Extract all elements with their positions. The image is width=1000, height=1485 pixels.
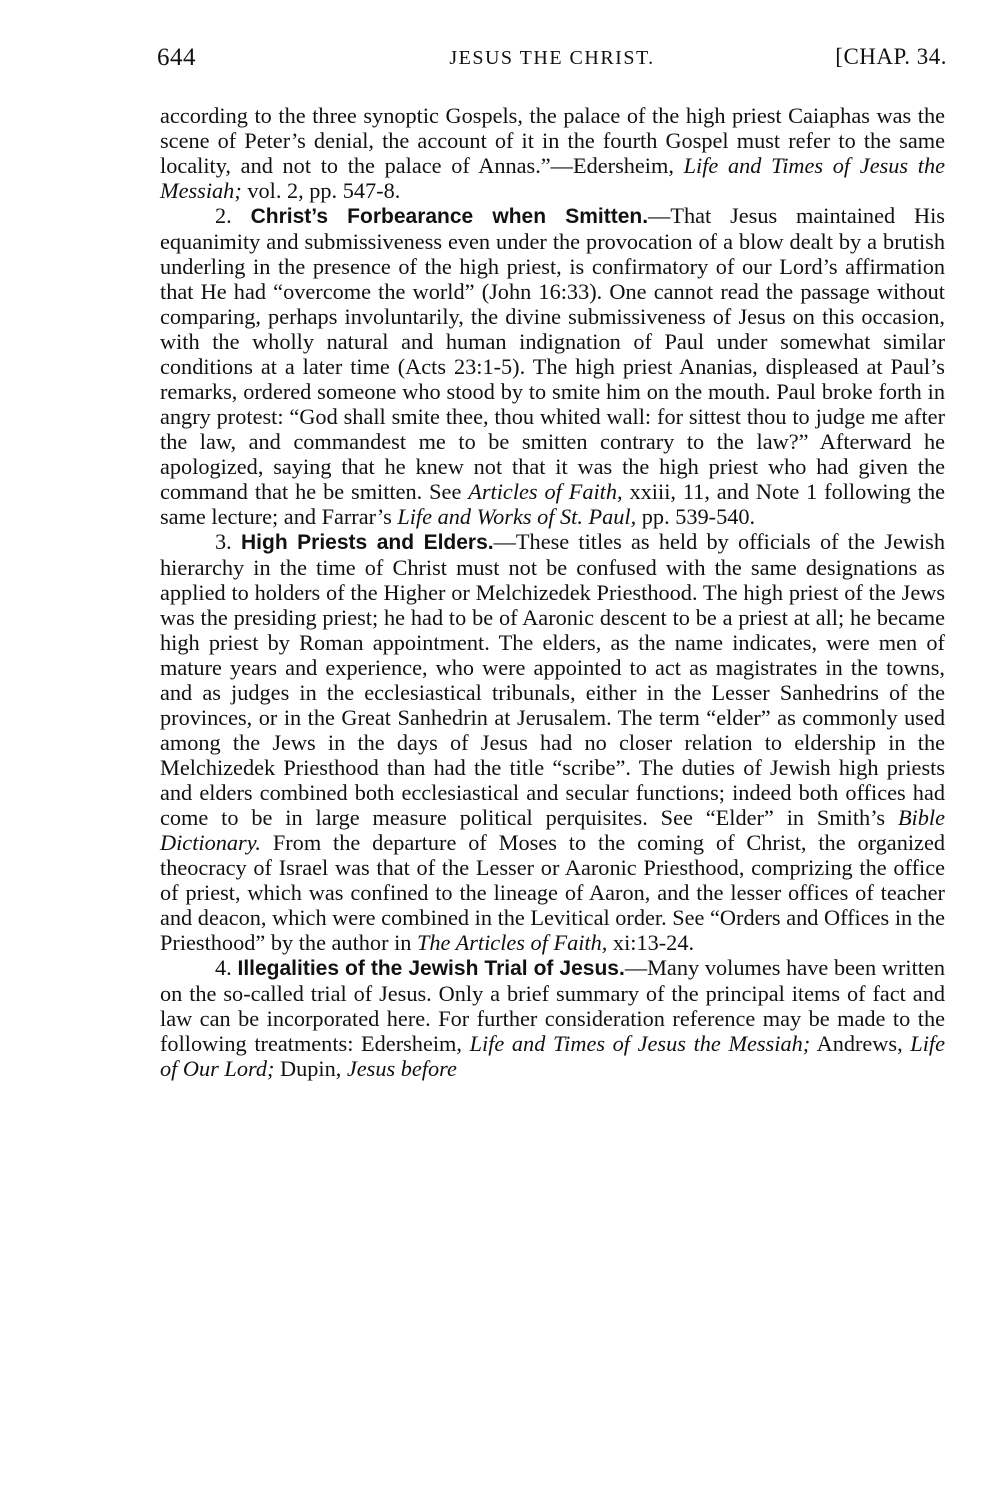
- note-4-paragraph: [160, 955, 945, 1081]
- note-number: 2.: [215, 203, 232, 228]
- paragraph-continuation: [160, 103, 945, 203]
- page-number: 644: [157, 44, 196, 71]
- text-segment: xxiii, 11, and Note 1 following the same lecture; and Farrar’s: [160, 479, 945, 529]
- text-segment: —That Jesus maintained His equanimity and submissiveness even under the provocation of a blow dealt by a brutish underling in the presence of the high priest, is confirmatory of our Lord’s affirmation that He had “overcome the world” (John 16:33). One cannot read the passage without comparing, perhaps involuntarily, the divine submissiveness of Jesus on this occasion, with the wholly natural and human indignation of Paul under somewhat similar conditions at a later time (Acts 23:1-5). The high priest Ananias, displeased at Paul’s remarks, ordered someone who stood by to smite him on the mouth. Paul broke forth in angry protest: “God shall smite thee, thou whited wall: for sittest thou to judge me after the law, and commandest me to be smitten contrary to the law?” Afterward he apologized, saying that he knew not that it was the high priest who had given the command that he be smitten. See: [160, 203, 945, 504]
- note-heading: High Priests and Elders.: [241, 531, 494, 554]
- text-segment: From the departure of Moses to the coming of Christ, the organized theocracy of Israel was that of the Lesser or Aaronic Priesthood, comprizing the office of priest, which was confined to the lineage of Aaron, and the lesser offices of teacher and deacon, which were combined in the Levitical order. See “Orders and Offices in the Priesthood” by the author in: [160, 830, 945, 955]
- chapter-label: [CHAP. 34.: [835, 44, 947, 69]
- italic-citation: Bible Dictionary.: [160, 805, 945, 855]
- text-segment: —Many volumes have been written on the so-called trial of Jesus. Only a brief summary of the principal items of fact and law can be incorporated here. For further consideration reference may be made to the following treatments: Edersheim,: [160, 955, 945, 1056]
- italic-citation: Life of Our Lord;: [160, 1031, 945, 1081]
- text-segment: Andrews,: [810, 1031, 911, 1056]
- note-heading: Christ’s Forbearance when Smitten.: [250, 205, 649, 228]
- italic-citation: The Articles of Faith,: [417, 930, 608, 955]
- running-title: JESUS THE CHRIST.: [449, 47, 655, 69]
- text-segment: —These titles as held by officials of the Jewish hierarchy in the time of Christ must not be confused with the same designations as applied to holders of the Higher or Melchizedek Priesthood. The high priest of the Jews was the presiding priest; he had to be of Aaronic descent to be a priest at all; he became high priest by Roman appointment. The elders, as the name indicates, were men of mature years and experience, who were appointed to act as magistrates in the towns, and as judges in the ecclesiastical tribunals, either in the Lesser Sanhedrins of the provinces, or in the Great Sanhedrin at Jerusalem. The term “elder” as commonly used among the Jews in the days of Jesus had no closer relation to eldership in the Melchizedek Priesthood than had the title “scribe”. The duties of Jewish high priests and elders combined both ecclesiastical and secular functions; indeed both offices had come to be in large measure political perquisites. See “Elder” in Smith’s: [160, 529, 945, 830]
- note-number: 3.: [215, 529, 232, 554]
- text-segment: vol. 2, pp. 547-8.: [241, 178, 401, 203]
- italic-citation: Life and Times of Jesus the Messiah;: [160, 153, 946, 203]
- running-header: [157, 44, 947, 78]
- note-2-paragraph: [160, 203, 945, 529]
- note-3-paragraph: [160, 529, 945, 955]
- italic-citation: Life and Times of Jesus the Messiah;: [469, 1031, 811, 1056]
- text-segment: according to the three synoptic Gospels, the palace of the high priest Caiaphas was the scene of Peter’s denial, the account of it in the fourth Gospel must refer to the same locality, and not to the palace of Annas.”—Edersheim,: [160, 103, 945, 178]
- italic-citation: Jesus before: [346, 1056, 457, 1081]
- text-segment: Dupin,: [274, 1056, 347, 1081]
- note-heading: Illegalities of the Jewish Trial of Jesus.: [237, 957, 625, 980]
- text-segment: xi:13-24.: [607, 930, 695, 955]
- note-text: [160, 103, 945, 1081]
- note-number: 4.: [215, 955, 232, 980]
- text-segment: pp. 539-540.: [636, 504, 756, 529]
- italic-citation: Life and Works of St. Paul,: [397, 504, 637, 529]
- italic-citation: Articles of Faith,: [468, 479, 623, 504]
